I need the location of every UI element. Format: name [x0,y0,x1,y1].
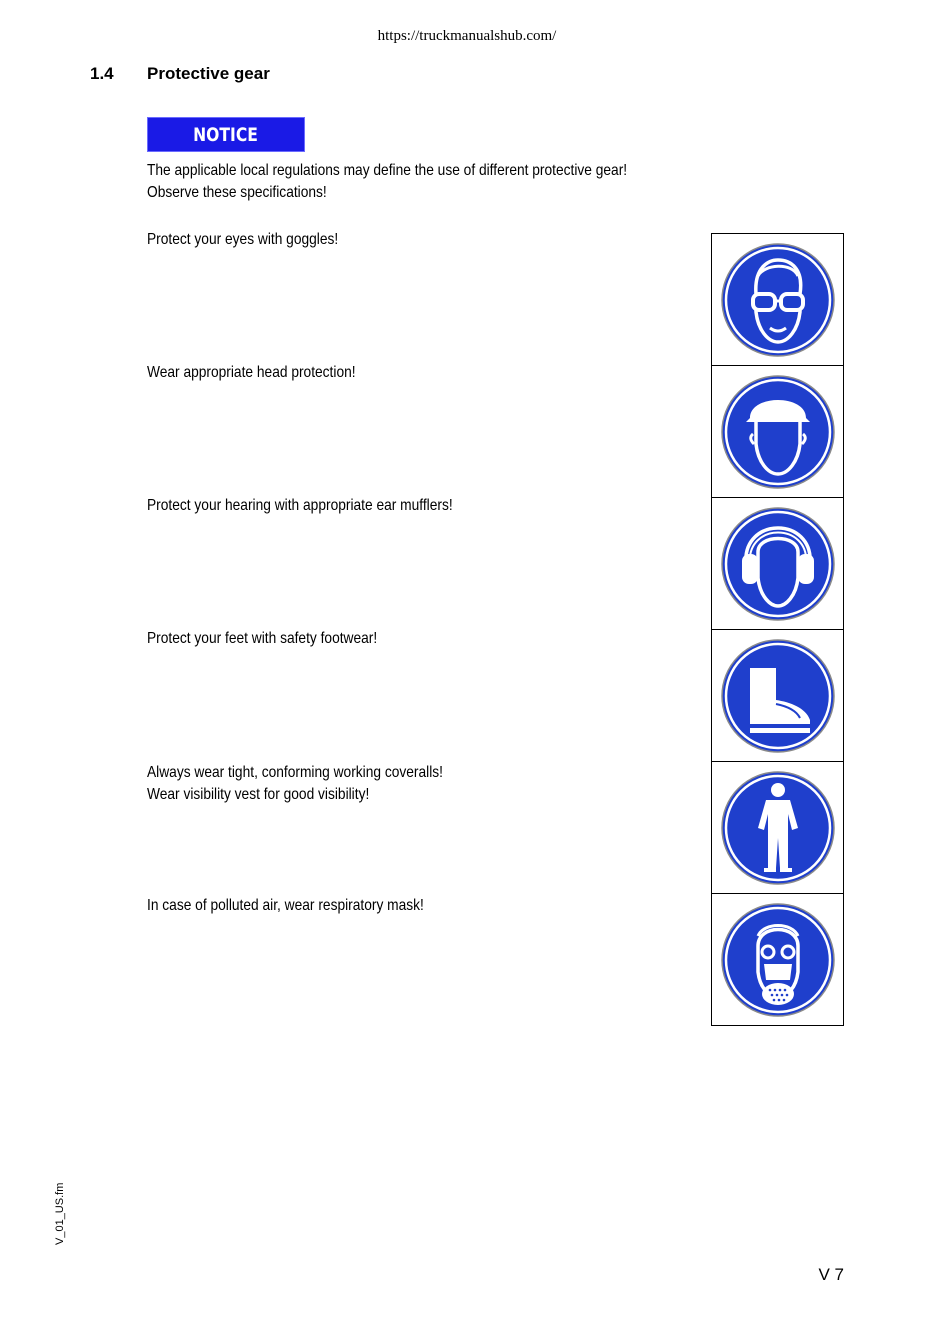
sign-cell-goggles [711,233,844,366]
intro-line-1: The applicable local regulations may define the use of different protective gear! [147,162,628,179]
instruction-coveralls: Always wear tight, conforming working coveralls! [147,764,443,781]
coveralls-icon [720,770,836,886]
sign-cell-ear-muffs [711,497,844,630]
sign-cell-respirator [711,893,844,1026]
instruction-eyes: Protect your eyes with goggles! [147,231,339,248]
safety-boot-icon [720,638,836,754]
instruction-vest: Wear visibility vest for good visibility! [147,786,370,803]
source-url[interactable]: https://truckmanualshub.com/ [377,28,557,44]
instruction-hearing: Protect your hearing with appropriate ear mufflers! [147,497,453,514]
file-name-label: V_01_US.fm [54,1182,66,1245]
intro-line-2: Observe these specifications! [147,184,327,201]
instruction-feet: Protect your feet with safety footwear! [147,630,378,647]
section-number: 1.4 [90,64,114,83]
notice-banner [147,117,305,152]
sign-cell-helmet [711,365,844,498]
section-title: Protective gear [147,64,270,83]
notice-label: NOTICE [193,123,259,146]
sign-cell-coveralls [711,761,844,894]
sign-cell-safety-boot [711,629,844,762]
page-number: V 7 [818,1265,844,1284]
goggles-icon [720,242,836,358]
respirator-icon [720,902,836,1018]
instruction-head: Wear appropriate head protection! [147,364,356,381]
helmet-icon [720,374,836,490]
safety-signs-column [711,233,844,1026]
instruction-respiratory: In case of polluted air, wear respiratory mask! [147,897,424,914]
ear-muffs-icon [720,506,836,622]
